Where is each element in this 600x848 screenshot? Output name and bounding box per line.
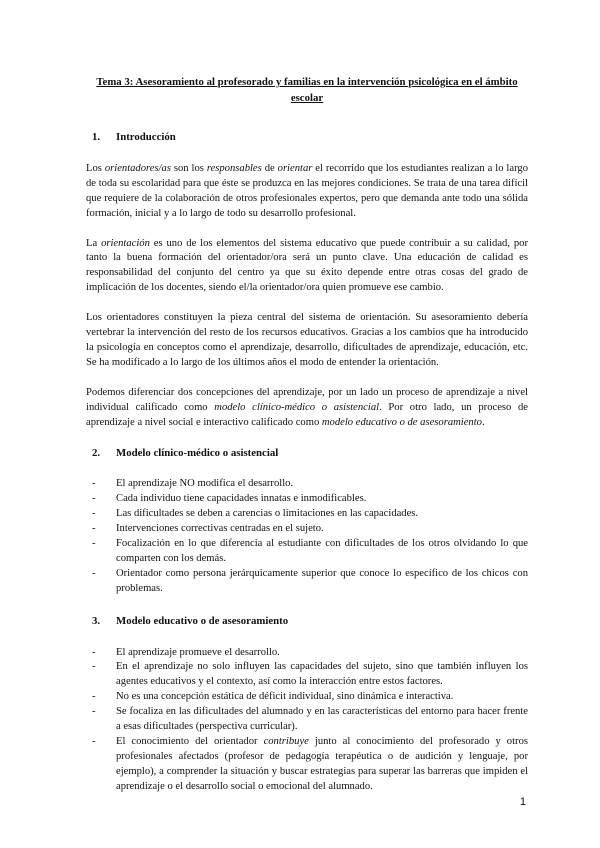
document-page bbox=[86, 74, 528, 812]
text-run: de bbox=[261, 162, 278, 174]
list-item: - El aprendizaje NO modifica el desarrollo. bbox=[86, 477, 528, 492]
list-item: - Las dificultades se deben a carencias o limitaciones en las capacidades. bbox=[86, 507, 528, 522]
text-run: Podemos diferenciar dos concepciones del aprendizaje, por un lado un proceso de aprendizaje a nivel individual calificado como bbox=[86, 386, 528, 413]
text-run: Los bbox=[86, 162, 105, 174]
list-item bbox=[86, 735, 528, 795]
section-number: 2. bbox=[92, 446, 101, 459]
emphasis-text: orientar bbox=[277, 162, 313, 174]
text-run: . Por otro lado, un proceso de aprendizaje a nivel social e interactivo calificado como bbox=[86, 401, 528, 428]
emphasis-text: modelo educativo o de asesoramiento bbox=[321, 416, 482, 428]
text-run: es uno de los elementos del sistema educativo que puede contribuir a su calidad, por tanto la buena formación del orientador/ora será un punto clave. Una educación de calidad es responsabilidad del conjunto del centro ya que su éxito depende entre otras cosas del grado de implicación de los docentes, siendo el/la orientador/ora quien promueve ese cambio. bbox=[86, 237, 528, 294]
paragraph-concepciones bbox=[86, 386, 528, 431]
emphasis-text: orientación bbox=[101, 237, 150, 249]
paragraph-orientadores bbox=[86, 162, 528, 222]
text-run: El conocimiento del orientador bbox=[116, 736, 264, 747]
emphasis-text: contribuye bbox=[263, 736, 309, 747]
list-item: - Focalización en lo que diferencia al estudiante con dificultades de los otros olvidando lo que comparten con los demás. bbox=[86, 537, 528, 567]
emphasis-text: modelo clínico-médico o asistencial bbox=[214, 401, 380, 413]
text-run: La bbox=[86, 237, 102, 249]
list-modelo-clinico bbox=[86, 477, 528, 596]
paragraph-orientacion bbox=[86, 237, 528, 297]
section-number: 1. bbox=[92, 131, 101, 143]
list-item: - Intervenciones correctivas centradas en el sujeto. bbox=[86, 522, 528, 537]
section-heading-modelo-clinico bbox=[86, 446, 528, 461]
section-heading-modelo-educativo bbox=[86, 614, 528, 629]
list-item: - El aprendizaje promueve el desarrollo. bbox=[86, 646, 528, 661]
section-title: Introducción bbox=[116, 131, 176, 143]
list-item: - Orientador como persona jerárquicamente superior que conoce lo específico de los chicos con problemas. bbox=[86, 567, 528, 597]
text-run: son los bbox=[170, 162, 207, 174]
section-number: 3. bbox=[92, 614, 101, 627]
text-run: . bbox=[481, 416, 485, 428]
list-item: - Cada individuo tiene capacidades innatas e inmodificables. bbox=[86, 492, 528, 507]
page-number: 1 bbox=[519, 796, 526, 808]
text-run: el recorrido que los estudiantes realizan a lo largo de toda su escolaridad para que éste se produzca en las mejores condiciones. Se trata de una tarea difícil que requiere de la colaboración de otros profesionales expertos, pero que demanda ante todo una sólida formación, inicial y a lo largo de todo su desarrollo profesional. bbox=[86, 162, 528, 219]
section-heading-introduccion bbox=[86, 130, 528, 145]
emphasis-text: responsables bbox=[206, 162, 262, 174]
list-modelo-educativo bbox=[86, 646, 528, 795]
list-item: - Se focaliza en las dificultades del alumnado y en las características del entorno para hacer frente a esas dificultades (perspectiva curricular). bbox=[86, 705, 528, 735]
document-title: Tema 3: Asesoramiento al profesorado y familias en la intervención psicológica en el ámbito escolar bbox=[96, 76, 518, 104]
section-title: Modelo educativo o de asesoramiento bbox=[116, 614, 289, 627]
text-run: junto al conocimiento del profesorado y otros profesionales afectados (profesor de pedagogía terapéutica o de audición y lenguaje, por ejemplo), a comprender la situación y buscar estrategias para superar las barreras que impiden el aprendizaje o el desarrollo social o emocional del alumnado. bbox=[116, 736, 528, 792]
emphasis-text: orientadores/as bbox=[104, 162, 171, 174]
section-title: Modelo clínico-médico o asistencial bbox=[116, 446, 279, 459]
paragraph-pieza-central: Los orientadores constituyen la pieza central del sistema de orientación. Su asesoramiento debería vertebrar la intervención del resto de los recursos educativos. Gracias a los cambios que ha introducido la psicología en conceptos como el aprendizaje, desarrollo, dificultades de aprendizaje, educación, etc. Se ha modificado a lo largo de los últimos años el modo de entender la orientación. bbox=[86, 312, 528, 368]
list-item: - En el aprendizaje no solo influyen las capacidades del sujeto, sino que también influyen los agentes educativos y el contexto, así como la interacción entre estos factores. bbox=[86, 660, 528, 690]
list-item: - No es una concepción estática de déficit individual, sino dinámica e interactiva. bbox=[86, 690, 528, 705]
